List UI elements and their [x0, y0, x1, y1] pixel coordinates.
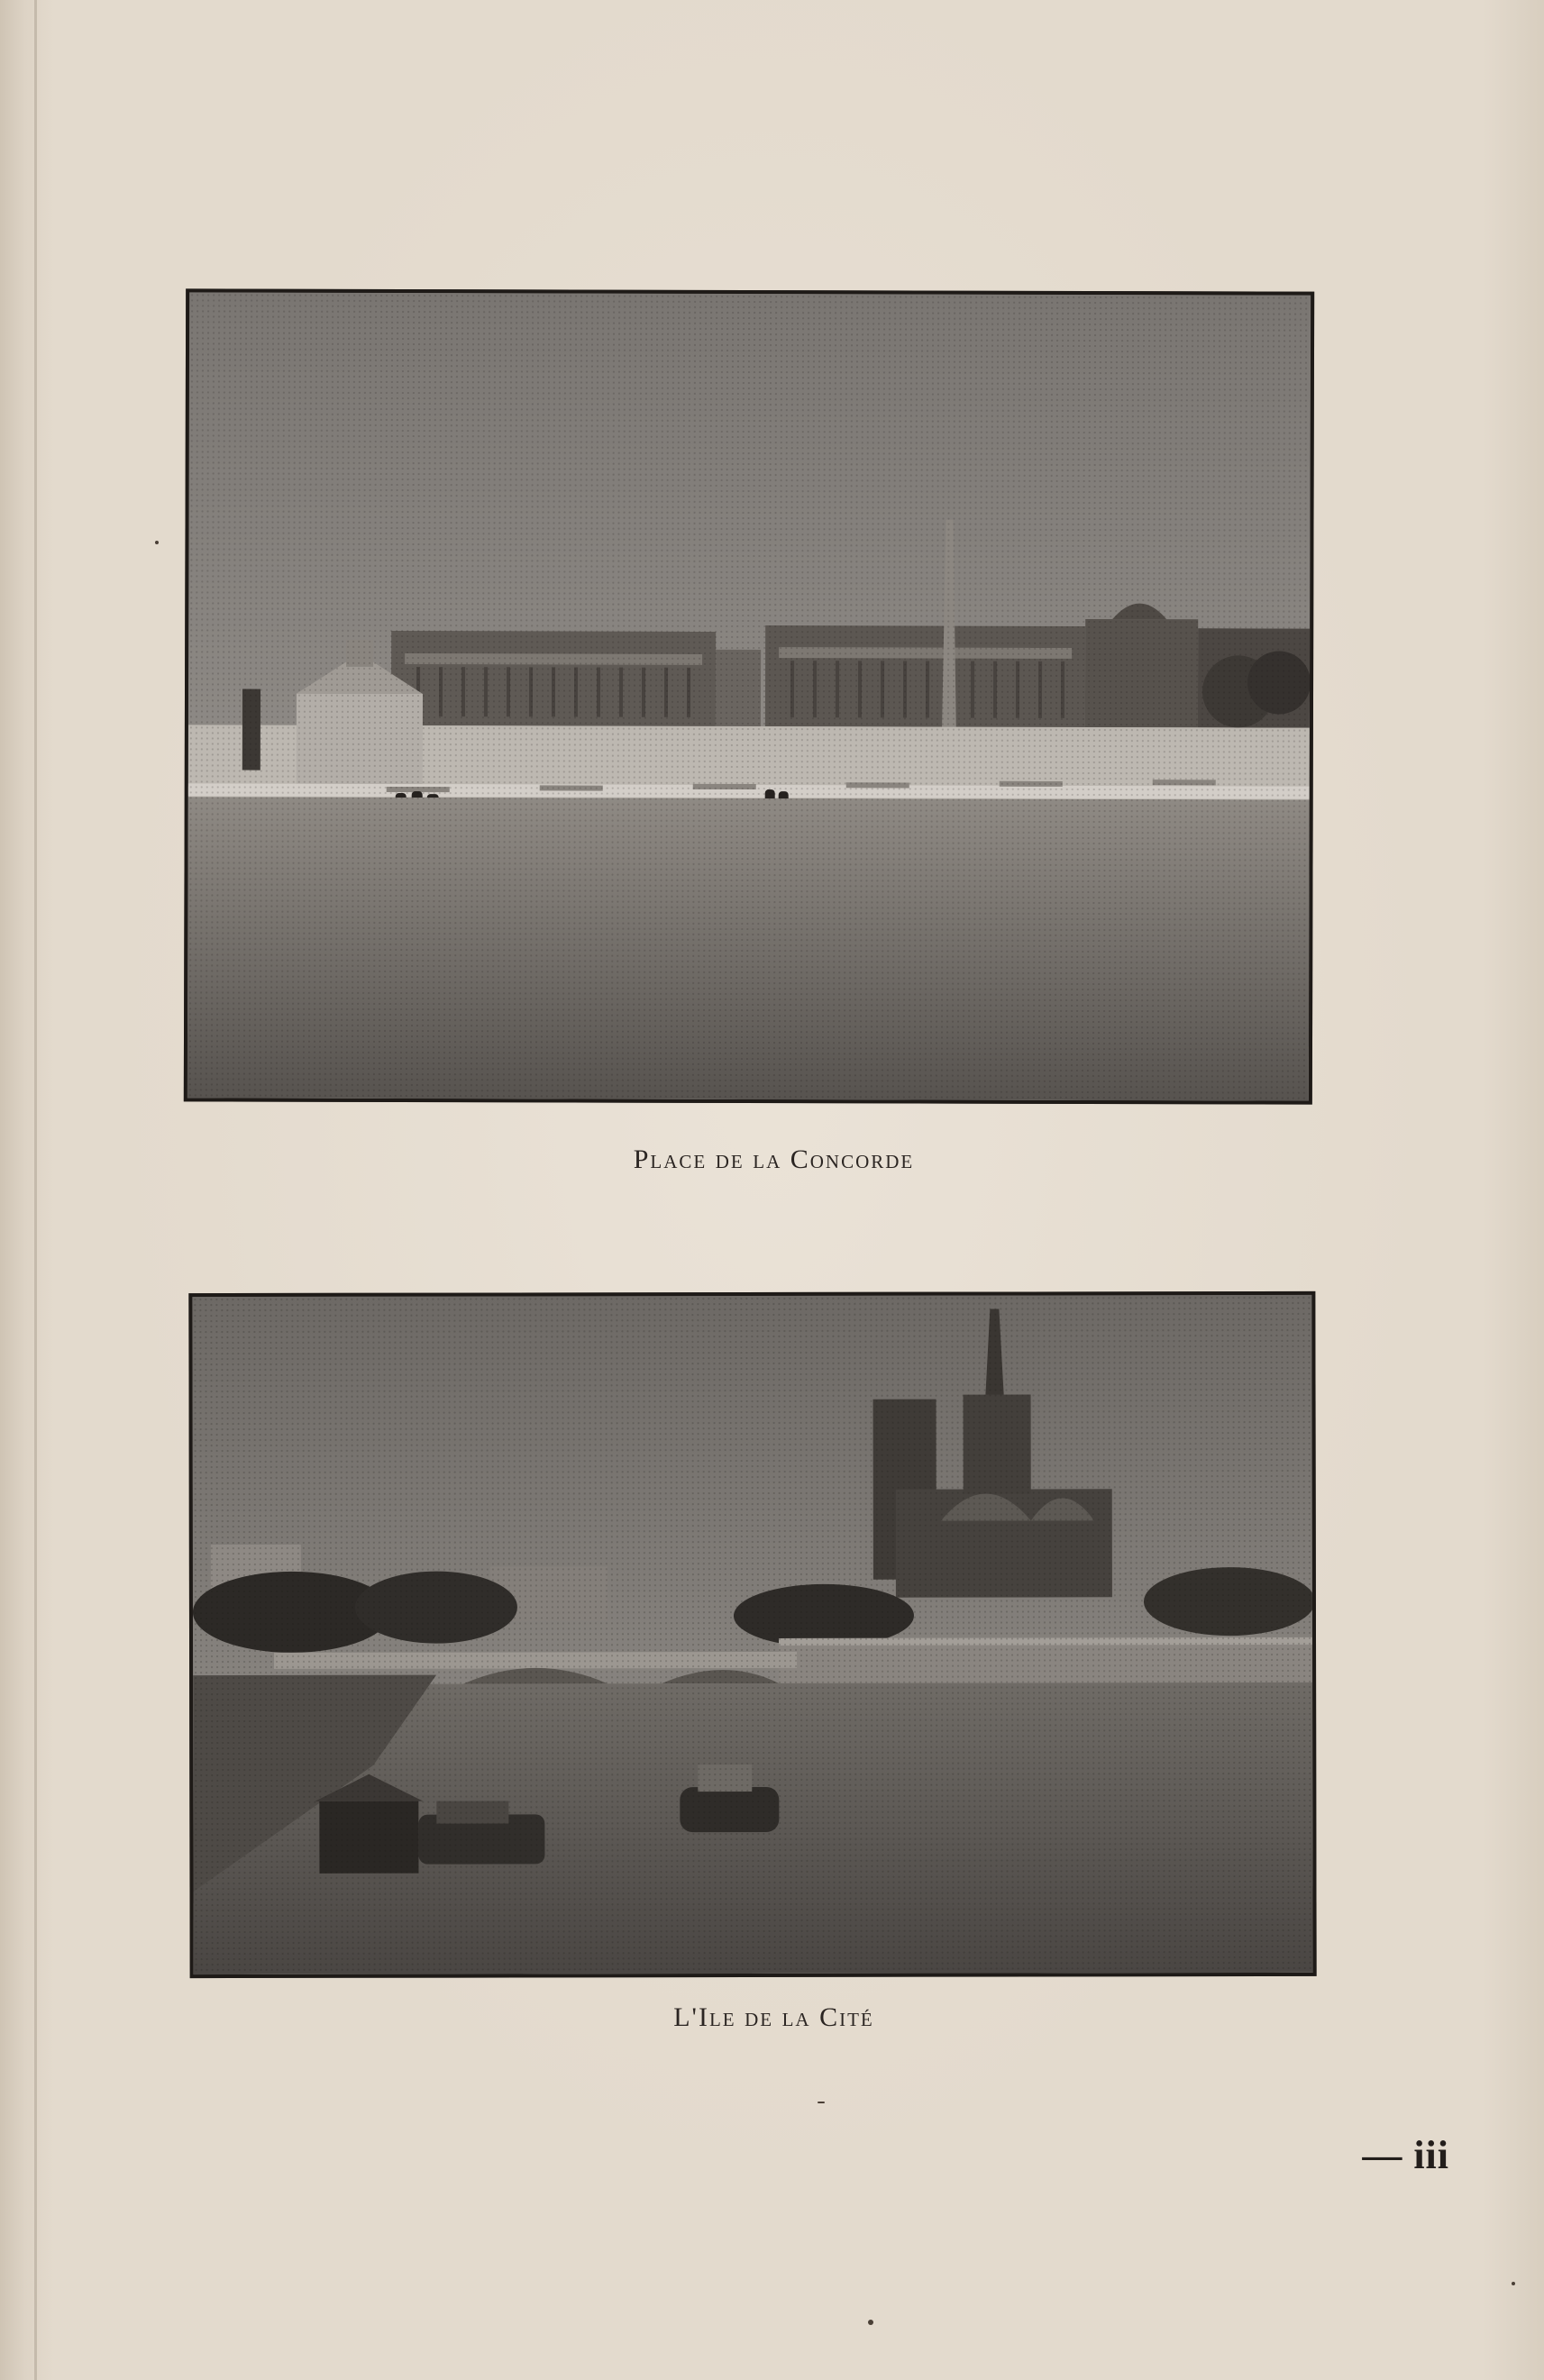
paper-speck [1512, 2282, 1515, 2285]
ile-de-la-cite-photo-drawing [192, 1295, 1312, 1974]
caption-place-de-la-concorde: Place de la Concorde [633, 1144, 915, 1174]
concorde-photo-drawing [187, 292, 1311, 1100]
paper-speck [155, 541, 159, 544]
paper-speck [818, 2102, 825, 2103]
paper-speck [868, 2320, 873, 2325]
page-number: — iii [1362, 2133, 1449, 2177]
photo-ile-de-la-cite [188, 1291, 1316, 1978]
photo-place-de-la-concorde [184, 288, 1314, 1104]
caption-ile-de-la-cite: L'Ile de la Cité [673, 2002, 874, 2032]
